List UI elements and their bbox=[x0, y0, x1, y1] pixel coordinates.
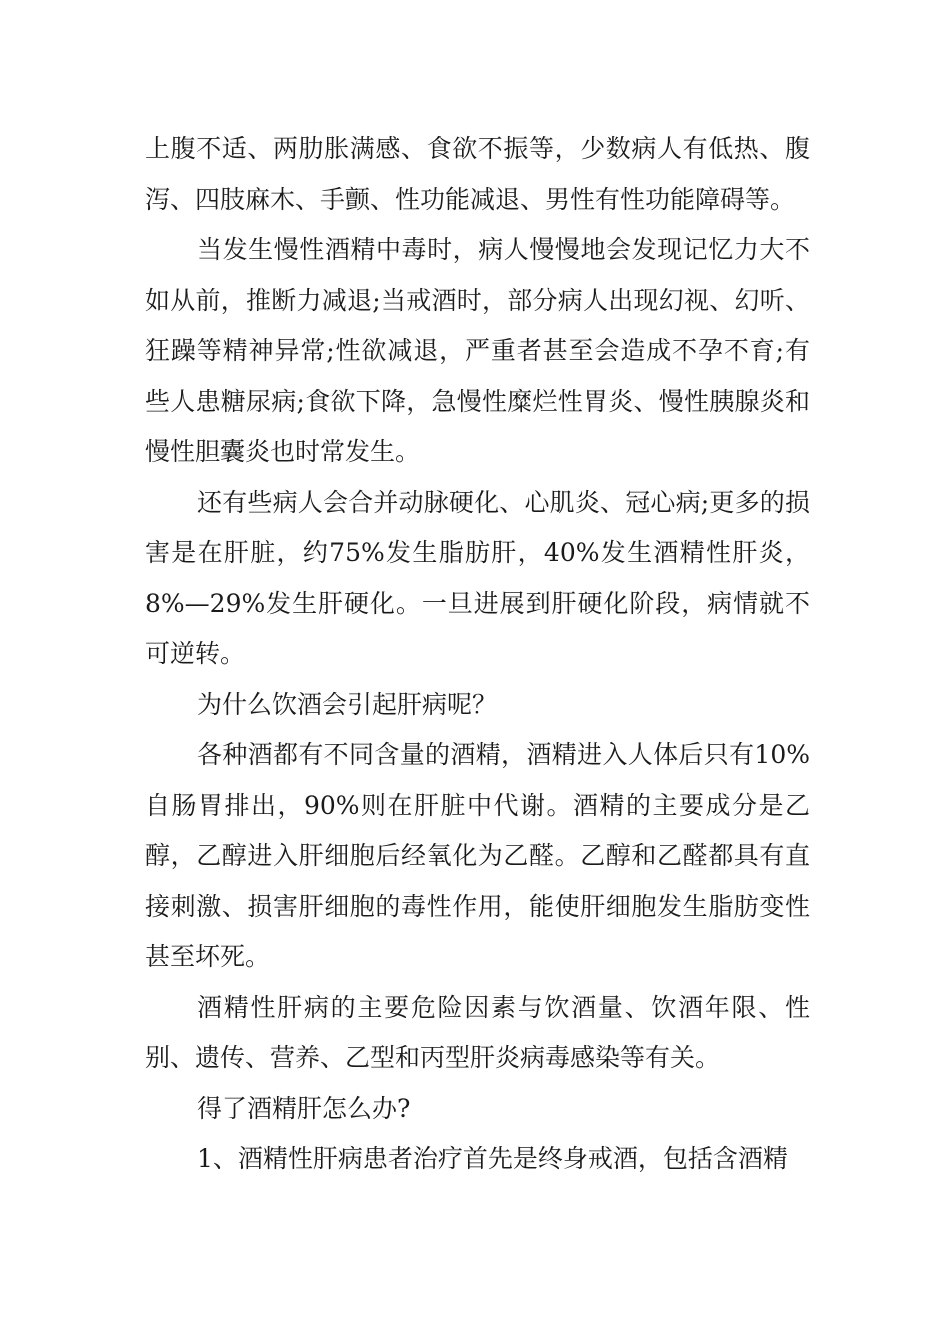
paragraph-heading-what-to-do: 得了酒精肝怎么办? bbox=[197, 1093, 411, 1123]
paragraph-5: 各种酒都有不同含量的酒精，酒精进入人体后只有10%自肠胃排出，90%则在肝脏中代谢。酒精的主要成分是乙醇，乙醇进入肝细胞后经氧化为乙醛。乙醇和乙醛都具有直接刺激、损害肝细胞的毒性作用，能使肝细胞发生脂肪变性甚至坏死。 bbox=[145, 740, 810, 971]
paragraph-3: 还有些病人会合并动脉硬化、心肌炎、冠心病;更多的损害是在肝脏，约75%发生脂肪肝，40%发生酒精性肝炎，8%—29%发生肝硬化。一旦进展到肝硬化阶段，病情就不可逆转。 bbox=[145, 487, 810, 668]
document-body bbox=[145, 124, 810, 1185]
paragraph-1: 上腹不适、两肋胀满感、食欲不振等，少数病人有低热、腹泻、四肢麻木、手颤、性功能减退、男性有性功能障碍等。 bbox=[145, 134, 810, 214]
paragraph-heading-why: 为什么饮酒会引起肝病呢？ bbox=[197, 689, 498, 719]
paragraph-8: 1、酒精性肝病患者治疗首先是终身戒酒，包括含酒精 bbox=[197, 1144, 788, 1173]
paragraph-6: 酒精性肝病的主要危险因素与饮酒量、饮酒年限、性别、遗传、营养、乙型和丙型肝炎病毒感染等有关。 bbox=[145, 992, 810, 1072]
paragraph-2: 当发生慢性酒精中毒时，病人慢慢地会发现记忆力大不如从前，推断力减退;当戒酒时，部分病人出现幻视、幻听、狂躁等精神异常;性欲减退，严重者甚至会造成不孕不育;有些人患糖尿病;食欲下降，急慢性糜烂性胃炎、慢性胰腺炎和慢性胆囊炎也时常发生。 bbox=[145, 235, 810, 466]
